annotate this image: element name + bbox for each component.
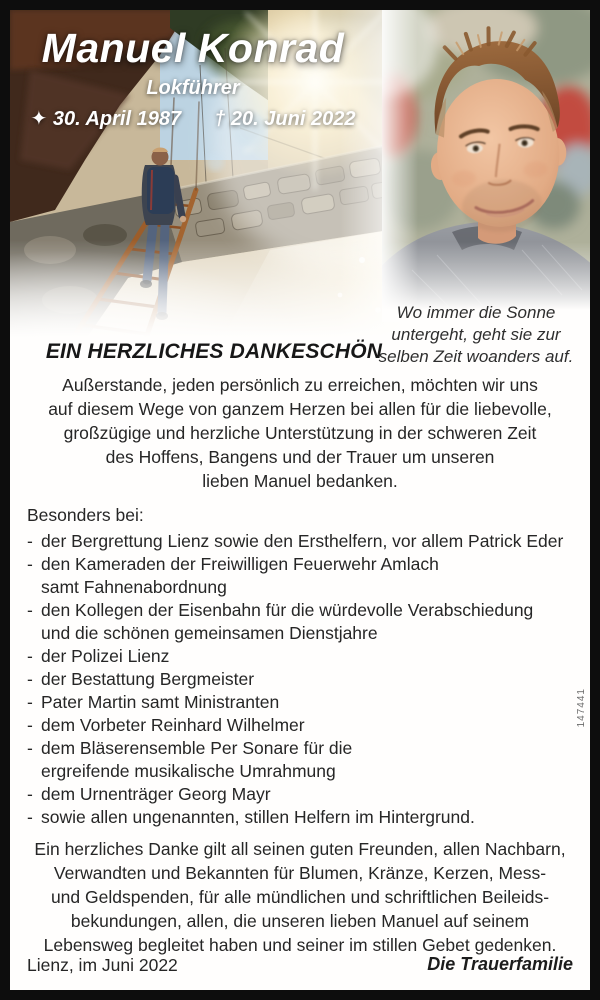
thanks-text: der Bestattung Bergmeister xyxy=(41,669,255,689)
card-inner xyxy=(10,10,590,990)
paragraph-line: und Geldspenden, für alle mündlichen und schriftlichen Beileids- xyxy=(50,887,550,907)
thanks-label: Besonders bei: xyxy=(27,505,144,525)
paragraph-line: Außerstande, jeden persönlich zu erreichen, möchten wir uns xyxy=(62,375,538,395)
list-dash: - xyxy=(27,692,33,712)
quote-line: Wo immer die Sonne xyxy=(396,303,556,322)
thanks-line xyxy=(27,668,587,691)
thanks-line xyxy=(27,622,587,645)
list-dash: - xyxy=(27,554,33,574)
footer-place-date: Lienz, im Juni 2022 xyxy=(27,955,178,975)
thanks-heading: EIN HERZLICHES DANKESCHÖN xyxy=(45,340,383,363)
list-dash xyxy=(27,760,41,783)
deceased-profession: Lokführer xyxy=(146,77,240,100)
list-dash: - xyxy=(27,600,33,620)
quote-line: selben Zeit woanders auf. xyxy=(378,347,574,366)
intro-paragraph xyxy=(24,373,576,493)
thanks-line xyxy=(27,806,587,829)
deceased-name: Manuel Konrad xyxy=(41,25,345,71)
thanks-line xyxy=(27,599,587,622)
thanks-line xyxy=(27,760,587,783)
list-dash: - xyxy=(27,807,33,827)
list-dash: - xyxy=(27,669,33,689)
thanks-text: und die schönen gemeinsamen Dienstjahre xyxy=(41,623,378,643)
deceased-header xyxy=(28,26,358,131)
death-date: 20. Juni 2022 xyxy=(230,108,356,131)
thanks-line xyxy=(27,576,587,599)
closing-paragraph xyxy=(20,837,580,957)
paragraph-line: Lebensweg begleitet haben und seiner im stillen Gebet gedenken. xyxy=(43,935,557,955)
thanks-text: Pater Martin samt Ministranten xyxy=(41,692,280,712)
thanks-text: ergreifende musikalische Umrahmung xyxy=(41,761,336,781)
quote-line: untergeht, geht sie zur xyxy=(391,325,561,344)
paragraph-line: auf diesem Wege von ganzem Herzen bei allen für die liebevolle, xyxy=(48,399,552,419)
thanks-line xyxy=(27,645,587,668)
thanks-list xyxy=(27,530,587,829)
thanks-text: der Polizei Lienz xyxy=(41,646,170,666)
thanks-line xyxy=(27,691,587,714)
thanks-line xyxy=(27,530,587,553)
birth-star-icon: ✦ xyxy=(30,108,48,131)
print-number: 147441 xyxy=(576,688,587,728)
thanks-text: den Kameraden der Freiwilligen Feuerwehr Amlach xyxy=(41,554,439,574)
footer-family-signature: Die Trauerfamilie xyxy=(427,954,573,974)
thanks-text: den Kollegen der Eisenbahn für die würdevolle Verabschiedung xyxy=(41,600,534,620)
paragraph-line: Ein herzliches Danke gilt all seinen guten Freunden, allen Nachbarn, xyxy=(34,839,566,859)
list-dash: - xyxy=(27,646,33,666)
thanks-text: samt Fahnenabordnung xyxy=(41,577,227,597)
life-dates xyxy=(28,106,358,131)
list-dash xyxy=(27,576,41,599)
thanks-text: dem Bläserensemble Per Sonare für die xyxy=(41,738,353,758)
paragraph-line: großzügige und herzliche Unterstützung in der schweren Zeit xyxy=(63,423,537,443)
list-dash: - xyxy=(27,738,33,758)
thanks-text: dem Urnenträger Georg Mayr xyxy=(41,784,271,804)
thanks-text: sowie allen ungenannten, stillen Helfern im Hintergrund. xyxy=(41,807,475,827)
paragraph-line: lieben Manuel bedanken. xyxy=(202,471,398,491)
paragraph-line: des Hoffens, Bangens und der Trauer um unseren xyxy=(105,447,495,467)
birth-date: 30. April 1987 xyxy=(52,108,182,131)
list-dash: - xyxy=(27,784,33,804)
portrait-photo xyxy=(382,10,590,322)
thanks-line xyxy=(27,737,587,760)
list-dash: - xyxy=(27,531,33,551)
cross-icon: † xyxy=(214,108,226,131)
thanks-line xyxy=(27,714,587,737)
paragraph-line: bekundungen, allen, die unseren lieben Manuel auf seinem xyxy=(70,911,530,931)
paragraph-line: Verwandten und Bekannten für Blumen, Kränze, Kerzen, Mess- xyxy=(53,863,547,883)
thanks-text: dem Vorbeter Reinhard Wilhelmer xyxy=(41,715,305,735)
list-dash: - xyxy=(27,715,33,735)
thanks-line xyxy=(27,783,587,806)
thanks-line xyxy=(27,553,587,576)
thanks-text: der Bergrettung Lienz sowie den Ersthelfern, vor allem Patrick Eder xyxy=(41,531,564,551)
list-dash xyxy=(27,622,41,645)
